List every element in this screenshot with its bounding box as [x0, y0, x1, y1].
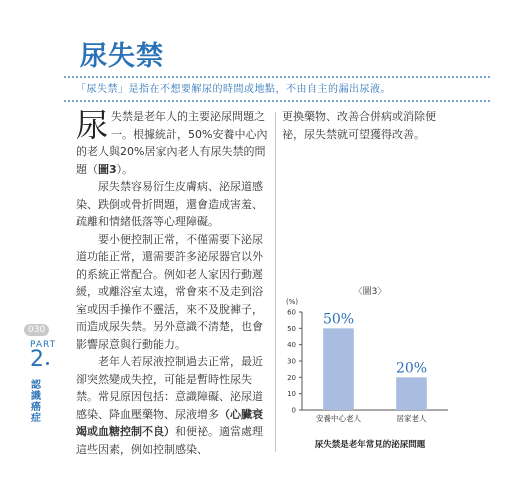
- bar: [396, 377, 427, 410]
- paragraph-1-end: ）。: [116, 162, 134, 176]
- paragraph-1: [76, 108, 269, 178]
- y-tick-label: 10: [287, 390, 296, 399]
- y-tick-label: 50: [287, 324, 296, 333]
- y-tick-label: 0: [291, 406, 296, 415]
- chart-title: 〈圖3〉: [353, 287, 387, 297]
- part-dot: [46, 362, 49, 365]
- figure-3-chart: [276, 282, 460, 462]
- section-char: 認: [31, 380, 41, 391]
- bar-value-label: 20%: [395, 360, 428, 377]
- paragraph-4-parenthetical: （心臟衰竭或血糖控制不良）: [76, 407, 263, 438]
- bar: [323, 328, 354, 410]
- section-char: 識: [31, 391, 41, 402]
- chart-caption: 尿失禁是老年常見的泌尿問題: [314, 440, 426, 450]
- bar-value-label: 50%: [322, 311, 355, 328]
- paragraph-4: [76, 353, 269, 458]
- y-tick-label: 30: [287, 357, 296, 366]
- lead-divider-bottom: [64, 100, 490, 102]
- section-title-vertical: [31, 380, 45, 424]
- paragraph-1-text: 失禁是老年人的主要泌尿問題之一。根據統計，50%安養中心內的老人與20%居家內老人有尿失禁的問題（: [76, 110, 268, 176]
- x-category-label: 居家老人: [396, 414, 427, 423]
- paragraph-3: 要小便控制正常，不僅需要下泌尿道功能正常，還需要許多泌尿器官以外的系統正常配合。例如老人家因行動遲緩，或離浴室太遠，常會來不及走到浴室或因手操作不靈活，來不及脫褲子，而造成尿失禁。另外意識不清楚，也會影響尿意與行動能力。: [76, 232, 263, 351]
- y-tick-label: 60: [287, 308, 296, 317]
- page-number: 030: [24, 324, 49, 336]
- paragraph-5: 更換藥物、改善合併病或消除便祕，尿失禁就可望獲得改善。: [282, 110, 436, 141]
- section-char: 癌: [31, 402, 41, 413]
- lead-divider-top: [64, 76, 490, 78]
- paragraph-2: 尿失禁容易衍生皮膚病、泌尿道感染、跌倒或骨折問題，還會造成害羞、疏離和情緒低落等心理障礙。: [76, 180, 263, 228]
- page-title: 尿失禁: [80, 41, 164, 72]
- lead-text: 「尿失禁」是指在不想要解尿的時間或地點，不由自主的漏出尿液。: [76, 84, 391, 95]
- text-column-right: [282, 108, 452, 143]
- y-tick-label: 40: [287, 341, 296, 350]
- part-number: 2: [30, 347, 44, 372]
- y-axis-unit: (%): [286, 298, 299, 306]
- section-char: 症: [31, 413, 41, 424]
- figure-reference: 圖3: [98, 162, 117, 176]
- part-label: PART: [30, 340, 57, 350]
- x-category-label: 安養中心老人: [316, 414, 361, 423]
- drop-cap: 尿: [76, 106, 109, 144]
- paragraph-4-text: 老年人若尿液控制過去正常，最近卻突然變成失控，可能是暫時性尿失禁。常見原因包括：意識障礙、泌尿道感染、降血壓藥物、尿液增多: [76, 355, 263, 421]
- y-tick-label: 20: [287, 373, 296, 382]
- text-column-left: [76, 108, 269, 458]
- paragraph-4-end: 和便祕。適當處理這些因素，例如控制感染、: [76, 425, 263, 456]
